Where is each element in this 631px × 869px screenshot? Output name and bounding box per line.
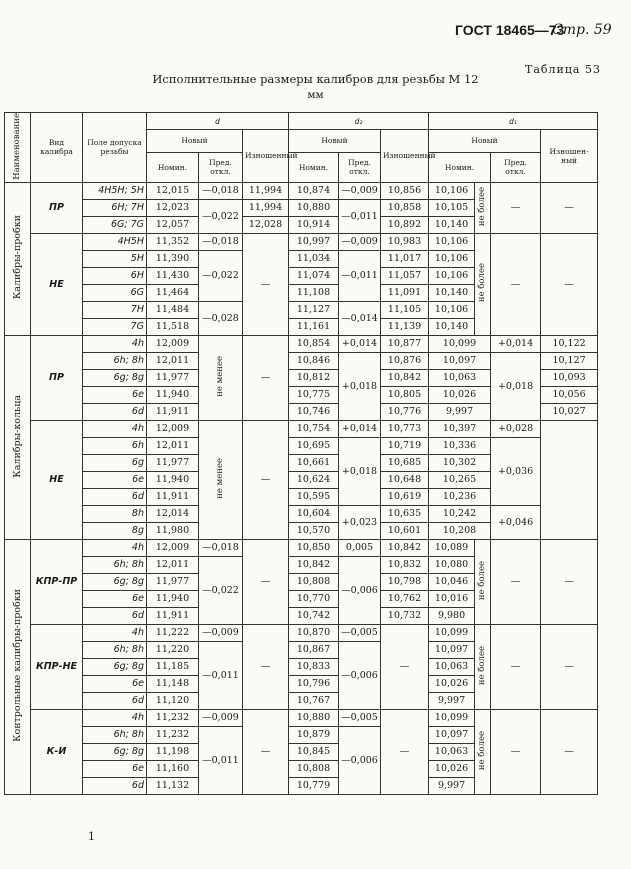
table-row: 6d 11,132 10,779 9,997 (5, 777, 598, 794)
table-row: 6h; 8h 12,011 —0,022 10,842 —0,006 10,832 10,080 (5, 556, 598, 573)
table-row: НЕ 4H5H 11,352 —0,018 — 10,997 —0,009 10,983 10,106 не более — — (5, 233, 598, 250)
table-number: Таблица 53 (525, 63, 601, 76)
table-row: 6G; 7G 12,057 12,028 10,914 10,892 10,140 (5, 216, 598, 233)
table-row: Калибры-кольца ПР 4h 12,009 не менее — 10,854 +0,014 10,877 10,099 +0,014 10,122 (5, 335, 598, 352)
table-row: 6d 11,911 10,742 10,732 9,980 (5, 607, 598, 624)
table-row: 6g; 8g 11,198 10,845 10,063 (5, 743, 598, 760)
d2-nom-header: Номин. (289, 152, 339, 182)
d-new-header: Новый (147, 130, 243, 153)
table-row: 7G 11,518 11,161 11,139 10,140 (5, 318, 598, 335)
table-title: Исполнительные размеры калибров для резьбы М 12 (152, 72, 479, 86)
table-row: 6h 12,011 10,695 +0,018 10,719 10,336 +0,036 (5, 437, 598, 454)
kind-label: КПР-НЕ (31, 624, 83, 709)
col-name-header: Наименование (5, 113, 31, 183)
group-label: Калибры-пробки (5, 182, 31, 335)
d1-worn-header: Изношен-ный (541, 130, 598, 183)
table-row: 6e 11,148 10,796 10,026 (5, 675, 598, 692)
table-row: 6g; 8g 11,977 10,808 10,798 10,046 (5, 573, 598, 590)
unit-label: мм (307, 89, 324, 101)
ne-bolee-note: не более (475, 233, 491, 335)
d-worn-header: Изношенный (243, 130, 289, 183)
table-row: 6e 11,940 10,775 10,805 10,026 10,056 (5, 386, 598, 403)
table-row: 6d 11,911 10,746 10,776 9,997 10,027 (5, 403, 598, 420)
table-row: Контрольные калибры-пробки КПР-ПР 4h 12,009 —0,018 — 10,850 0,005 10,842 10,089 не более — — (5, 539, 598, 556)
col-d1-header: d₁ (429, 113, 598, 130)
table-row: 8g 11,980 10,570 10,601 10,208 (5, 522, 598, 539)
table-row: К-И 4h 11,232 —0,009 — 10,880 —0,005 — 10,099 не более — — (5, 709, 598, 726)
table-row: 6G 11,464 11,108 11,091 10,140 (5, 284, 598, 301)
d-dev-header: Пред. откл. (199, 152, 243, 182)
kind-label: НЕ (31, 233, 83, 335)
kind-label: К-И (31, 709, 83, 794)
ne-menee-note: не менее (199, 335, 243, 420)
table-row: 6d 11,120 10,767 9,997 (5, 692, 598, 709)
col-tolerance-header: Поле допуска резьбы (83, 113, 147, 183)
ne-bolee-note: не более (475, 539, 491, 624)
table-row: 6d 11,911 10,595 10,619 10,236 (5, 488, 598, 505)
standard-number: ГОСТ 18465—73 (455, 22, 565, 38)
d2-new-header: Новый (289, 130, 381, 153)
table-row: НЕ 4h 12,009 не менее — 10,754 +0,014 10,773 10,397 +0,028 (5, 420, 598, 437)
table-row: КПР-НЕ 4h 11,222 —0,009 — 10,870 —0,005 — 10,099 не более — — (5, 624, 598, 641)
group-label: Контрольные калибры-пробки (5, 539, 31, 794)
kind-label: КПР-ПР (31, 539, 83, 624)
table-row: 6h; 8h 11,220 —0,011 10,867 —0,006 10,097 (5, 641, 598, 658)
d2-worn-header: Изношенный (381, 130, 429, 183)
header-row-1 (5, 113, 598, 130)
table-row: 6g 11,977 10,661 10,685 10,302 (5, 454, 598, 471)
ne-bolee-note: не более (475, 624, 491, 709)
page-header (0, 22, 631, 46)
ne-menee-note: не менее (199, 420, 243, 539)
kind-label: ПР (31, 182, 83, 233)
table-row: 5H 11,390 —0,022 11,034 —0,011 11,017 10,106 (5, 250, 598, 267)
table-row: 6e 11,940 10,624 10,648 10,265 (5, 471, 598, 488)
gauge-dimensions-table (4, 112, 598, 795)
col-d2-header: d₂ (289, 113, 429, 130)
table-row: 6h; 8h 12,011 10,846 +0,018 10,876 10,097 +0,018 10,127 (5, 352, 598, 369)
table-row: 7H 11,484 —0,028 11,127 —0,014 11,105 10,106 (5, 301, 598, 318)
table-row: Калибры-пробки ПР 4H5H; 5H 12,015 —0,018 11,994 10,874 —0,009 10,856 10,106 не более — — (5, 182, 598, 199)
d1-new-header: Новый (429, 130, 541, 153)
table-row: 6H 11,430 11,074 11,057 10,106 (5, 267, 598, 284)
col-d-header: d (147, 113, 289, 130)
table-row: 6h; 8h 11,232 —0,011 10,879 —0,006 10,097 (5, 726, 598, 743)
d-nom-header: Номин. (147, 152, 199, 182)
col-kind-header: Вид калибра (31, 113, 83, 183)
kind-label: ПР (31, 335, 83, 420)
table-row: 6e 11,160 10,808 10,026 (5, 760, 598, 777)
ne-bolee-note: не более (475, 182, 491, 233)
group-label: Калибры-кольца (5, 335, 31, 539)
table-row: 6H; 7H 12,023 —0,022 11,994 10,880 —0,011 10,858 10,105 (5, 199, 598, 216)
ne-bolee-note: не более (475, 709, 491, 794)
table-row: 6g; 8g 11,185 10,833 10,063 (5, 658, 598, 675)
footer-mark: 1 (88, 830, 95, 843)
d1-dev-header: Пред. откл. (491, 152, 541, 182)
page-number: Стр. 59 (552, 22, 612, 38)
table-row: 6e 11,940 10,770 10,762 10,016 (5, 590, 598, 607)
kind-label: НЕ (31, 420, 83, 539)
d1-nom-header: Номин. (429, 152, 491, 182)
d2-dev-header: Пред. откл. (339, 152, 381, 182)
table-row: 8h 12,014 10,604 +0,023 10,635 10,242 +0,046 (5, 505, 598, 522)
table-row: 6g; 8g 11,977 10,812 10,842 10,063 10,093 (5, 369, 598, 386)
